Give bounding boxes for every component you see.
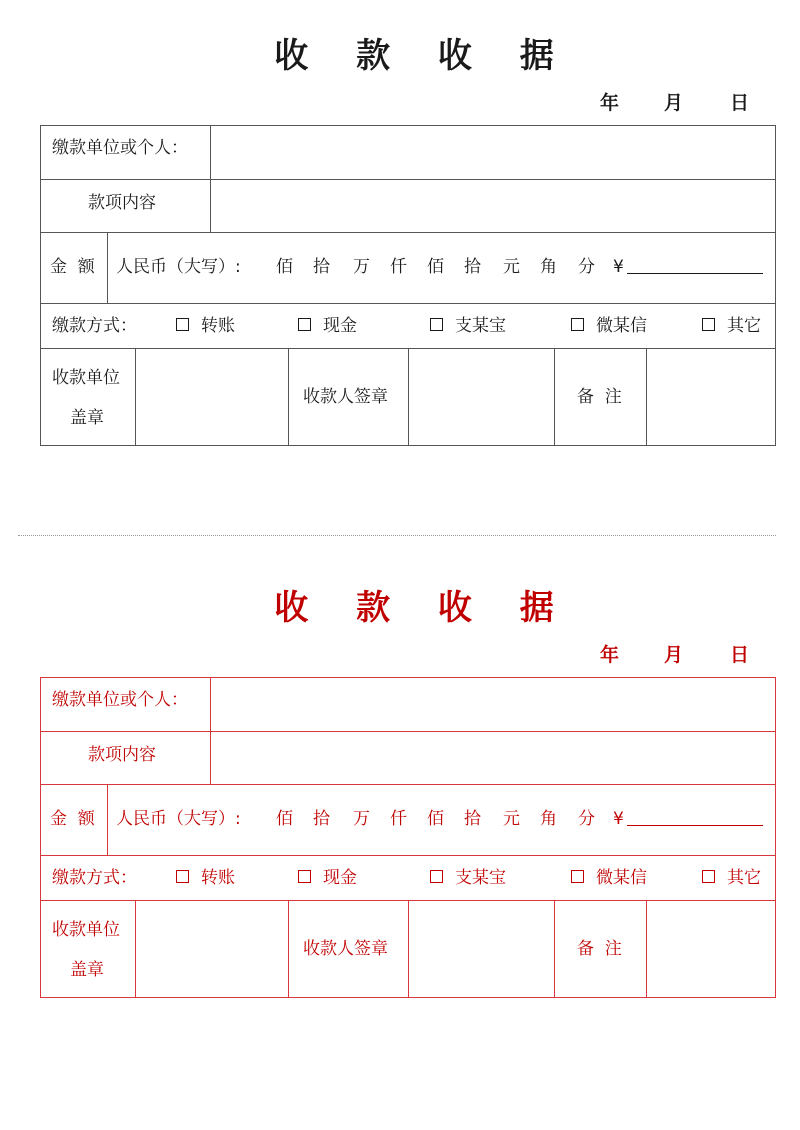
option-alipay[interactable] — [430, 868, 506, 888]
option-label: 支某宝 — [455, 868, 506, 888]
checkbox-icon[interactable] — [571, 870, 584, 883]
unit-shi-1: 拾 — [313, 257, 330, 277]
option-label: 微某信 — [596, 316, 647, 336]
divider — [554, 349, 555, 445]
checkbox-icon[interactable] — [298, 318, 311, 331]
payer-row — [41, 678, 775, 732]
date-line — [0, 88, 800, 118]
option-label: 现金 — [323, 316, 357, 336]
day-label: 日 — [730, 644, 750, 666]
stamp-field[interactable] — [136, 901, 288, 997]
payer-row — [41, 126, 775, 180]
checkbox-icon[interactable] — [176, 870, 189, 883]
divider — [554, 901, 555, 997]
checkbox-icon[interactable] — [571, 318, 584, 331]
receipt-title: 收 款 收 据 — [274, 588, 572, 628]
remark-field[interactable] — [647, 349, 775, 445]
unit-jiao: 角 — [540, 257, 557, 277]
unit-shi-2: 拾 — [464, 809, 481, 829]
option-cash[interactable] — [298, 868, 357, 888]
rmb-label: 人民币（大写）: — [116, 257, 241, 277]
receiver-sign-field[interactable] — [409, 349, 554, 445]
receipt-form — [40, 125, 776, 446]
option-alipay[interactable] — [430, 316, 506, 336]
unit-qian: 仟 — [390, 809, 407, 829]
receipt-form — [40, 677, 776, 998]
unit-shi-1: 拾 — [313, 809, 330, 829]
cut-line — [18, 535, 776, 536]
item-row — [41, 732, 775, 785]
unit-qian: 仟 — [390, 257, 407, 277]
option-transfer[interactable] — [176, 868, 235, 888]
month-label: 月 — [664, 644, 684, 666]
unit-bai-2: 佰 — [427, 257, 444, 277]
option-label: 其它 — [727, 316, 761, 336]
unit-shi-2: 拾 — [464, 257, 481, 277]
item-field[interactable] — [211, 180, 775, 232]
option-label: 现金 — [323, 868, 357, 888]
signature-row — [41, 349, 775, 445]
signature-row — [41, 901, 775, 997]
payer-label: 缴款单位或个人： — [52, 138, 188, 158]
payer-field[interactable] — [211, 126, 775, 179]
unit-bai-2: 佰 — [427, 809, 444, 829]
unit-fen: 分 — [578, 809, 595, 829]
checkbox-icon[interactable] — [702, 870, 715, 883]
payment-method-row — [41, 856, 775, 901]
item-row — [41, 180, 775, 233]
option-other[interactable] — [702, 316, 761, 336]
receiver-sign-label: 收款人签章 — [303, 387, 388, 407]
stamp-field[interactable] — [136, 349, 288, 445]
day-label: 日 — [730, 92, 750, 114]
remark-label: 备 注 — [577, 387, 622, 407]
payment-method-label: 缴款方式： — [52, 868, 137, 888]
option-wechat[interactable] — [571, 316, 647, 336]
unit-yuan: 元 — [503, 257, 520, 277]
unit-fen: 分 — [578, 257, 595, 277]
receiver-sign-label: 收款人签章 — [303, 939, 388, 959]
payer-label: 缴款单位或个人： — [52, 690, 188, 710]
checkbox-icon[interactable] — [430, 318, 443, 331]
item-field[interactable] — [211, 732, 775, 784]
option-cash[interactable] — [298, 316, 357, 336]
stamp-label-line2: 盖章 — [70, 960, 104, 980]
option-label: 转账 — [201, 868, 235, 888]
checkbox-icon[interactable] — [176, 318, 189, 331]
option-label: 其它 — [727, 868, 761, 888]
option-transfer[interactable] — [176, 316, 235, 336]
payer-field[interactable] — [211, 678, 775, 731]
payment-method-label: 缴款方式： — [52, 316, 137, 336]
year-label: 年 — [600, 644, 620, 666]
option-wechat[interactable] — [571, 868, 647, 888]
receipt-title: 收 款 收 据 — [274, 36, 572, 76]
payment-method-row — [41, 304, 775, 349]
amount-input-line[interactable] — [627, 825, 763, 826]
year-label: 年 — [600, 92, 620, 114]
stamp-label-line2: 盖章 — [70, 408, 104, 428]
unit-bai-1: 佰 — [276, 809, 293, 829]
checkbox-icon[interactable] — [298, 870, 311, 883]
amount-input-line[interactable] — [627, 273, 763, 274]
unit-wan: 万 — [353, 809, 370, 829]
amount-label: 金 额 — [50, 257, 95, 277]
amount-label: 金 额 — [50, 809, 95, 829]
option-label: 转账 — [201, 316, 235, 336]
item-label: 款项内容 — [88, 193, 156, 213]
checkbox-icon[interactable] — [430, 870, 443, 883]
divider — [288, 349, 289, 445]
yen-sign: ¥ — [613, 809, 624, 829]
receiver-sign-field[interactable] — [409, 901, 554, 997]
item-label: 款项内容 — [88, 745, 156, 765]
unit-jiao: 角 — [540, 809, 557, 829]
divider — [288, 901, 289, 997]
remark-label: 备 注 — [577, 939, 622, 959]
option-label: 支某宝 — [455, 316, 506, 336]
stamp-label-line1: 收款单位 — [52, 368, 120, 388]
option-label: 微某信 — [596, 868, 647, 888]
divider — [107, 785, 108, 855]
unit-wan: 万 — [353, 257, 370, 277]
stamp-label-line1: 收款单位 — [52, 920, 120, 940]
unit-yuan: 元 — [503, 809, 520, 829]
option-other[interactable] — [702, 868, 761, 888]
amount-row — [41, 233, 775, 304]
remark-field[interactable] — [647, 901, 775, 997]
divider — [107, 233, 108, 303]
rmb-label: 人民币（大写）: — [116, 809, 241, 829]
checkbox-icon[interactable] — [702, 318, 715, 331]
month-label: 月 — [664, 92, 684, 114]
date-line — [0, 640, 800, 670]
yen-sign: ¥ — [613, 257, 624, 277]
unit-bai-1: 佰 — [276, 257, 293, 277]
amount-row — [41, 785, 775, 856]
